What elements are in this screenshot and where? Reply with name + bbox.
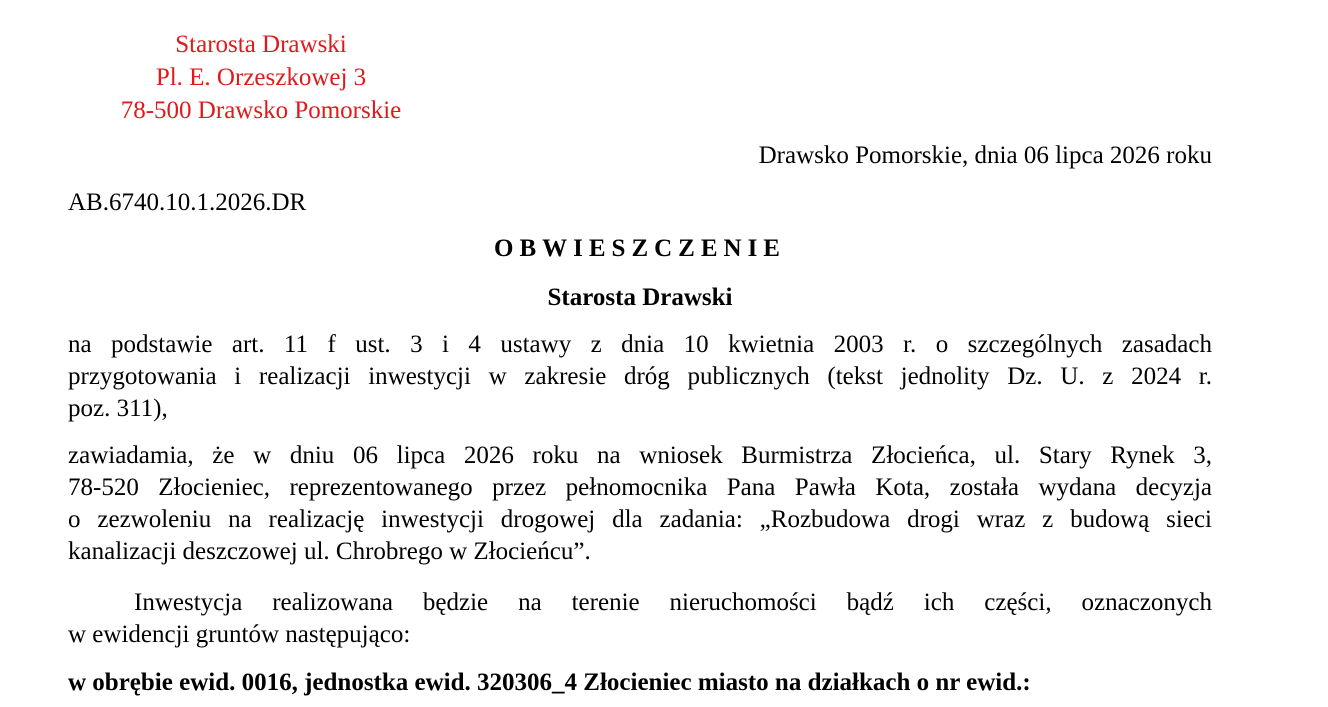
reference-number: AB.6740.10.1.2026.DR: [68, 189, 307, 216]
paragraph-line: w ewidencji gruntów następująco:: [68, 621, 411, 648]
sender-block: [60, 28, 462, 127]
notice-paragraph: [68, 440, 1212, 568]
paragraph-line: zawiadamia, że w dniu 06 lipca 2026 roku na wniosek Burmistrza Złocieńca, ul. Stary Rynek 3,: [68, 442, 1212, 469]
document-title: OBWIESZCZENIE: [494, 235, 786, 262]
legal-basis-paragraph: [68, 329, 1212, 425]
document-subtitle: Starosta Drawski: [547, 284, 733, 311]
sender-address: Pl. E. Orzeszkowej 3: [155, 64, 367, 91]
parcel-heading: w obrębie ewid. 0016, jednostka ewid. 320306_4 Złocieniec miasto na działkach o nr ewid.:: [68, 669, 1031, 696]
paragraph-line: poz. 311),: [68, 395, 168, 422]
paragraph-line: kanalizacji deszczowej ul. Chrobrego w Złocieńcu”.: [68, 538, 591, 565]
paragraph-line: na podstawie art. 11 f ust. 3 i 4 ustawy z dnia 10 kwietnia 2003 r. o szczególnych zasadach: [68, 331, 1212, 358]
investment-paragraph: [68, 587, 1212, 651]
paragraph-line: o zezwoleniu na realizację inwestycji drogowej dla zadania: „Rozbudowa drogi wraz z budową sieci: [68, 506, 1212, 533]
sender-city: 78-500 Drawsko Pomorskie: [120, 97, 402, 124]
date-line: Drawsko Pomorskie, dnia 06 lipca 2026 roku: [758, 142, 1212, 169]
paragraph-line: 78-520 Złocieniec, reprezentowanego przez pełnomocnika Pana Pawła Kota, została wydana decyzja: [68, 474, 1212, 501]
sender-name: Starosta Drawski: [175, 31, 347, 58]
paragraph-line: przygotowania i realizacji inwestycji w zakresie dróg publicznych (tekst jednolity Dz. U. z 2024 r.: [68, 363, 1212, 390]
paragraph-line: Inwestycja realizowana będzie na terenie nieruchomości bądź ich części, oznaczonych: [134, 589, 1212, 616]
